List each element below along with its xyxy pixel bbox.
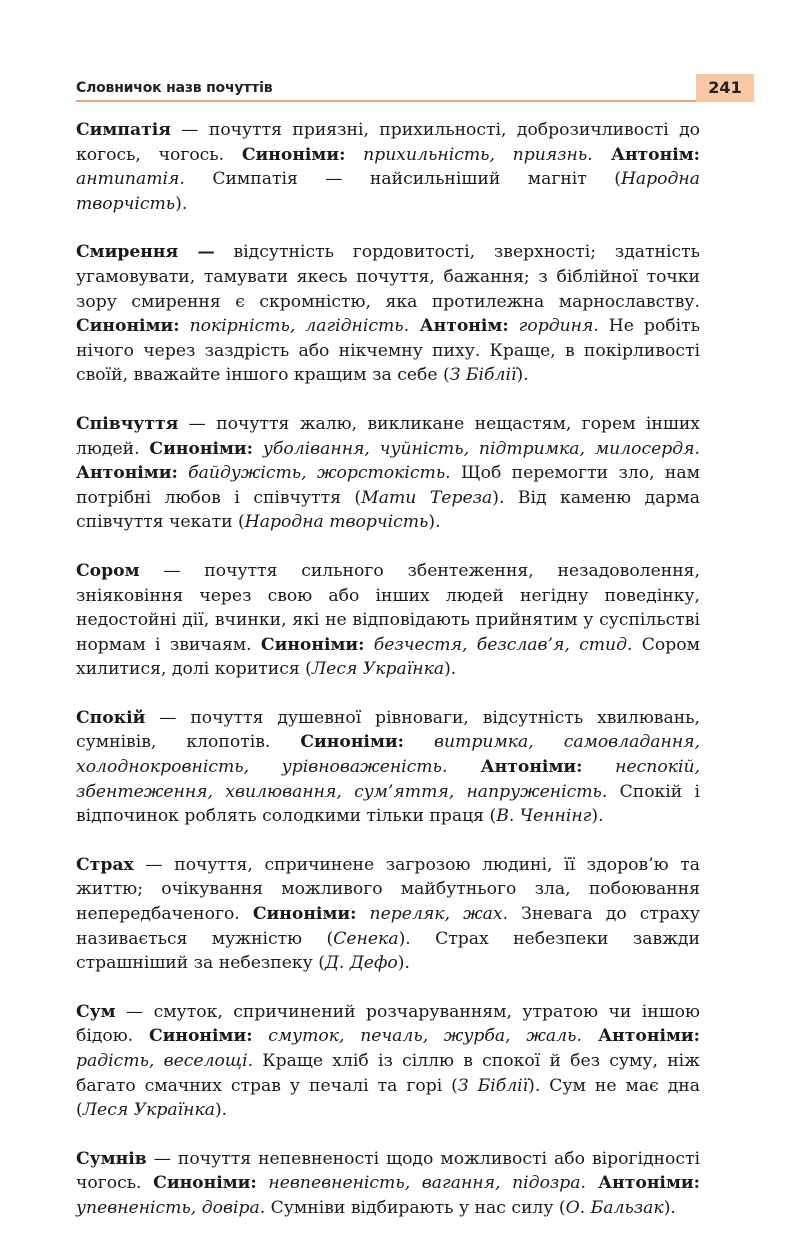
entry-term: Смирення — — [76, 242, 215, 263]
entry-sadness: Сум — смуток, спричинений розчаруванням, утратою чи іншою бідою. Синоніми: смуток, печаль, журба, жаль. Антоніми: радість, веселощі. Краще хліб із сіллю в спокої й без суму, ніж багато смачних страв у печалі та горі (З Біблії). Сум не має дна (Леся Українка). — [76, 1001, 701, 1121]
synonyms: безчестя, безслав’я, стид. — [364, 634, 633, 655]
synonyms-label: Синоніми: — [260, 634, 365, 655]
synonyms-label: Синоніми: — [149, 438, 254, 459]
entry-humility: Смирення — відсутність гордовитості, зверхності; здатність угамовувати, тамувати якесь почуття, бажання; з біблійної точки зору смирення є скромністю, яка протилежна марнославству. Синоніми: покірність, лагідність. Антонім: гординя. Не робіть нічого через заздрість або нікчемну пиху. Краще, в покірливості своїй, вважайте іншого кращим за себе (З Біблії). — [76, 242, 700, 386]
quote-source: О. Бальзак — [565, 1197, 664, 1218]
entry-term: Сором — [76, 560, 140, 581]
entry-definition: — почуття жалю, викликане нещастям, горем інших людей. — [76, 413, 700, 459]
entry-term: Страх — [76, 854, 134, 875]
antonyms-label: Антоніми: — [581, 1026, 701, 1047]
antonyms: радість, веселощі. — [76, 1051, 254, 1071]
quote: Сум не має дна ( — [76, 1075, 701, 1121]
antonyms: упевненість, довіра. — [76, 1197, 266, 1218]
quote: Сумніви відбирають у нас силу ( — [265, 1197, 566, 1218]
quote: Страх небезпеки завжди страшніший за небезпеку ( — [76, 928, 700, 974]
quote: Від каменю дарма співчуття чекати ( — [76, 487, 701, 533]
antonyms: антипатія. — [76, 169, 185, 190]
entry-term: Спокій — [76, 707, 146, 728]
synonyms: уболівання, чуйність, підтримка, милосердя. — [253, 438, 700, 459]
synonyms-label: Синоніми: — [241, 144, 346, 165]
entry-term: Симпатія — [76, 120, 171, 140]
header-divider — [76, 100, 708, 102]
quote-source: Народна творчість — [76, 169, 700, 214]
quote-source: Народна творчість — [244, 512, 429, 533]
entry-term: Сумнів — [76, 1148, 147, 1169]
entry-compassion: Співчуття — почуття жалю, викликане нещастям, горем інших людей. Синоніми: уболівання, чуйність, підтримка, милосердя. Антоніми: байдужість, жорстокість. Щоб перемогти зло, нам потрібні любов і співчуття (Мати Тереза). Від каменю дарма співчуття чекати (Народна творчість). — [76, 413, 701, 533]
antonyms-label: Антоніми: — [76, 463, 178, 484]
quote: Щоб перемогти зло, нам потрібні любов і співчуття ( — [76, 463, 700, 508]
entry-definition: відсутність гордовитості, зверхності; здатність угамовувати, тамувати якесь почуття, бажання; з біблійної точки зору смирення є скромністю, яка протилежна марнославству. — [76, 242, 700, 312]
antonyms: гординя. — [508, 316, 599, 337]
synonyms-label: Синоніми: — [148, 1026, 253, 1047]
synonyms: невпевненість, вагання, підозра. — [256, 1173, 586, 1194]
quote: Краще хліб із сіллю в спокої й без суму, ніж багато смачних страв у печалі та горі ( — [76, 1051, 700, 1096]
antonyms: байдужість, жорстокість. — [177, 463, 451, 484]
entry-definition: — почуття сильного збентеження, незадоволення, зніяковіння через свою або інших людей негідну поведінку, недостойні дії, вчинки, які не відповідають прийнятим у суспільстві нормам і звичаям. — [76, 560, 700, 655]
entry-shame: Сором — почуття сильного збентеження, незадоволення, зніяковіння через свою або інших людей негідну поведінку, недостойні дії, вчинки, які не відповідають прийнятим у суспільстві нормам і звичаям. Синоніми: безчестя, безслав’я, стид. Сором хилитися, долі коритися (Леся Українка). — [76, 560, 700, 680]
synonyms: покірність, лагідність. — [179, 316, 410, 337]
entry-sympathy: Симпатія — почуття приязні, прихильності, доброзичливості до когось, чогось. Синоніми: прихильність, приязнь. Антонім: антипатія. Симпатія — найсильніший магніт (Народна творчість). — [76, 120, 701, 214]
page-header — [76, 72, 756, 102]
entry-term: Співчуття — [76, 413, 179, 434]
quote: Не робіть нічого через заздрість або нікчемну пиху. Краще, в покірливості своїй, вважайте іншого кращим за себе ( — [76, 316, 700, 386]
section-title: Словничок назв почуттів — [76, 80, 273, 96]
entry-fear: Страх — почуття, спричинене загрозою людині, її здоров’ю та життю; очікування можливого майбутнього зла, побоювання непередбаченого. Синоніми: переляк, жах. Зневага до страху називається мужністю (Сенека). Страх небезпеки завжди страшніший за небезпеку (Д. Дефо). — [76, 854, 700, 974]
quote-source: З Біблії — [449, 365, 517, 386]
entry-definition: — смуток, спричинений розчаруванням, утратою чи іншою бідою. — [76, 1001, 700, 1047]
entry-definition: — почуття приязні, прихильності, доброзичливості до когось, чогось. — [76, 120, 700, 165]
quote: Сором хилитися, долі коритися ( — [76, 634, 700, 680]
antonyms: неспокій, збентеження, хвилювання, сум’яття, напруженість. — [76, 757, 701, 802]
antonyms-label: Антонім: — [409, 316, 509, 337]
synonyms: прихильність, приязнь. — [345, 144, 593, 165]
quote: Спокій і відпочинок роблять солодкими тільки праця ( — [76, 781, 700, 827]
quote-source: Д. Дефо — [324, 953, 398, 974]
page-number: 241 — [696, 74, 754, 102]
entry-calm: Спокій — почуття душевної рівноваги, відсутність хвилювань, сумнівів, клопотів. Синоніми: витримка, самовладання, холоднокровність, урівноваженість. Антоніми: неспокій, збентеження, хвилювання, сум’яття, напруженість. Спокій і відпочинок роблять солодкими тільки праця (В. Ченнінг). — [76, 707, 701, 827]
quote-source: В. Ченнінг — [496, 806, 592, 827]
synonyms: переляк, жах. — [356, 904, 509, 925]
entry-definition: — почуття душевної рівноваги, відсутність хвилювань, сумнівів, клопотів. — [76, 707, 700, 753]
quote-source: З Біблії — [457, 1075, 529, 1096]
antonyms-label: Антоніми: — [447, 757, 583, 778]
quote: Симпатія — найсильніший магніт ( — [184, 169, 621, 190]
synonyms-label: Синоніми: — [76, 316, 180, 337]
synonyms-label: Синоніми: — [300, 732, 404, 753]
antonyms-label: Антоніми: — [586, 1173, 700, 1194]
quote-source: Леся Українка — [82, 1100, 215, 1121]
synonyms-label: Синоніми: — [252, 904, 357, 925]
synonyms: витримка, самовладання, холоднокровність, урівноваженість. — [76, 732, 700, 778]
synonyms-label: Синоніми: — [153, 1173, 257, 1194]
entry-definition: — почуття, спричинене загрозою людині, її здоров’ю та життю; очікування можливого майбутнього зла, побоювання непередбаченого. — [76, 854, 700, 925]
entry-term: Сум — [76, 1001, 116, 1022]
quote-source: Леся Українка — [311, 659, 445, 680]
quote-source: Сенека — [333, 928, 399, 949]
entry-definition: — почуття непевненості щодо можливості або вірогідності чогось. — [76, 1148, 700, 1194]
quote: Зневага до страху називається мужністю ( — [76, 904, 700, 949]
quote-source: Мати Тереза — [361, 487, 493, 508]
antonyms-label: Антонім: — [592, 144, 701, 165]
entry-doubt: Сумнів — почуття непевненості щодо можливості або вірогідності чогось. Синоніми: невпевненість, вагання, підозра. Антоніми: упевненість, довіра. Сумніви відбирають у нас силу (О. Бальзак). — [76, 1148, 700, 1218]
dictionary-entries — [76, 118, 700, 1245]
synonyms: смуток, печаль, журба, жаль. — [252, 1026, 582, 1047]
